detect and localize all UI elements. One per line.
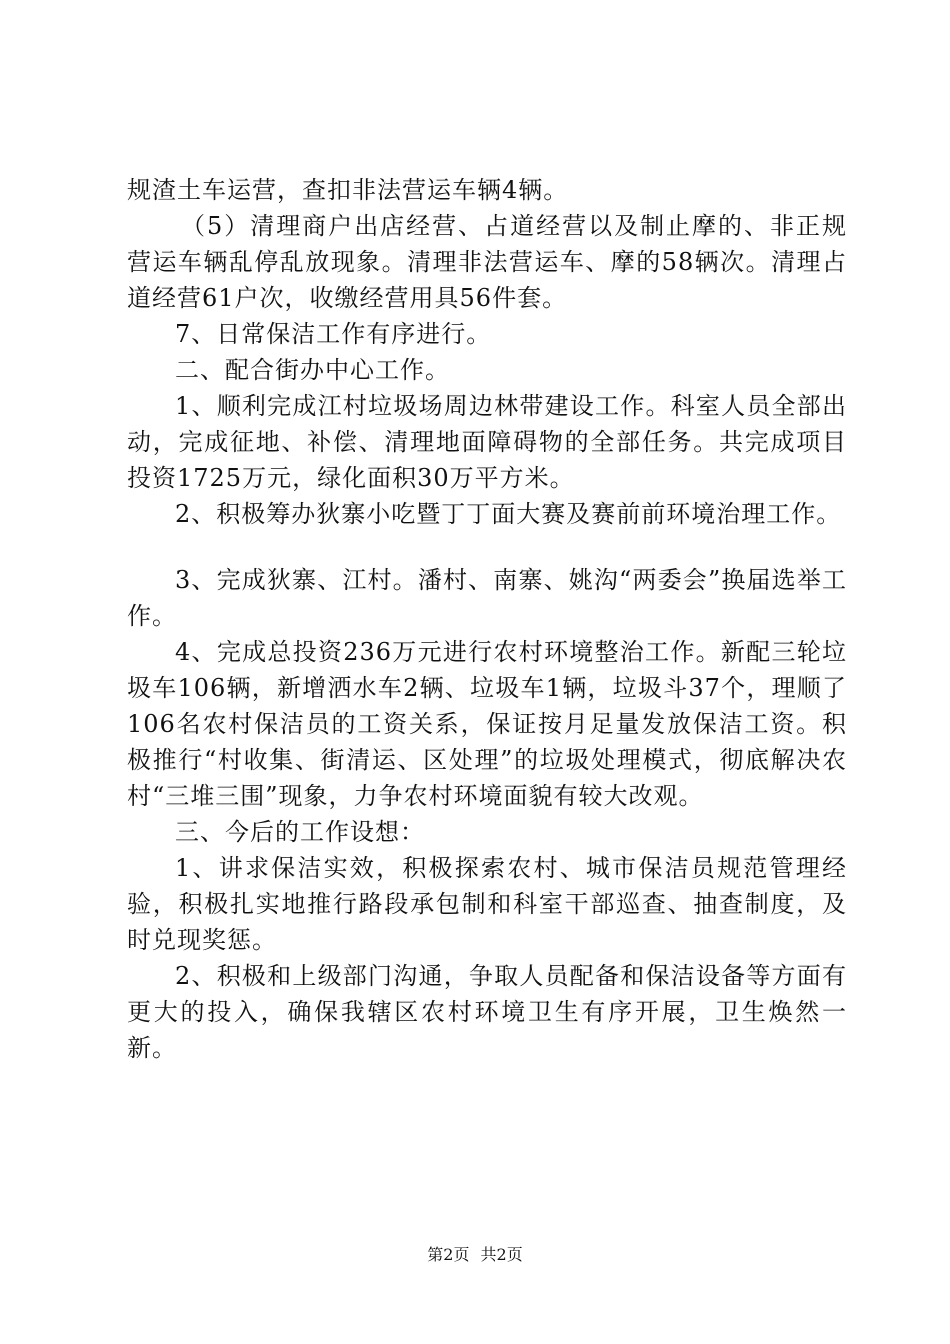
document-body (127, 172, 847, 1066)
paragraph-item-7: 7、日常保洁工作有序进行。 (175, 320, 492, 348)
paragraph-section2-item-1: 1、顺利完成江村垃圾场周边林带建设工作。科室人员全部出动，完成征地、补偿、清理地面障碍物的全部任务。共完成项目投资1725万元，绿化面积30万平方米。 (127, 392, 847, 492)
paragraph-item-5: （5）清理商户出店经营、占道经营以及制止摩的、非正规营运车辆乱停乱放现象。清理非法营运车、摩的58辆次。清理占道经营61户次，收缴经营用具56件套。 (127, 212, 847, 312)
page-total: 共2页 (480, 1245, 523, 1264)
section-heading-2: 二、配合街办中心工作。 (175, 356, 450, 384)
paragraph-section3-item-1: 1、讲求保洁实效，积极探索农村、城市保洁员规范管理经验，积极扎实地推行路段承包制和科室干部巡查、抽查制度，及时兑现奖惩。 (127, 854, 847, 954)
paragraph-section3-item-2: 2、积极和上级部门沟通，争取人员配备和保洁设备等方面有更大的投入，确保我辖区农村环境卫生有序开展，卫生焕然一新。 (127, 962, 847, 1062)
paragraph-section2-item-3: 3、完成狄寨、江村。潘村、南寨、姚沟“两委会”换届选举工作。 (127, 566, 847, 630)
section-heading-3: 三、今后的工作设想： (175, 818, 425, 846)
paragraph-section2-item-2: 2、积极筹办狄寨小吃暨丁丁面大赛及赛前前环境治理工作。 (175, 500, 842, 528)
paragraph-continuation: 规渣土车运营，查扣非法营运车辆4辆。 (127, 176, 569, 204)
paragraph-section2-item-4: 4、完成总投资236万元进行农村环境整治工作。新配三轮垃圾车106辆，新增洒水车2辆、垃圾车1辆，垃圾斗37个，理顺了106名农村保洁员的工资关系，保证按月足量发放保洁工资。积极推行“村收集、街清运、区处理”的垃圾处理模式，彻底解决农村“三堆三围”现象，力争农村环境面貌有较大改观。 (127, 638, 847, 810)
page-number: 第2页 (427, 1245, 470, 1264)
page-footer (0, 1244, 950, 1266)
